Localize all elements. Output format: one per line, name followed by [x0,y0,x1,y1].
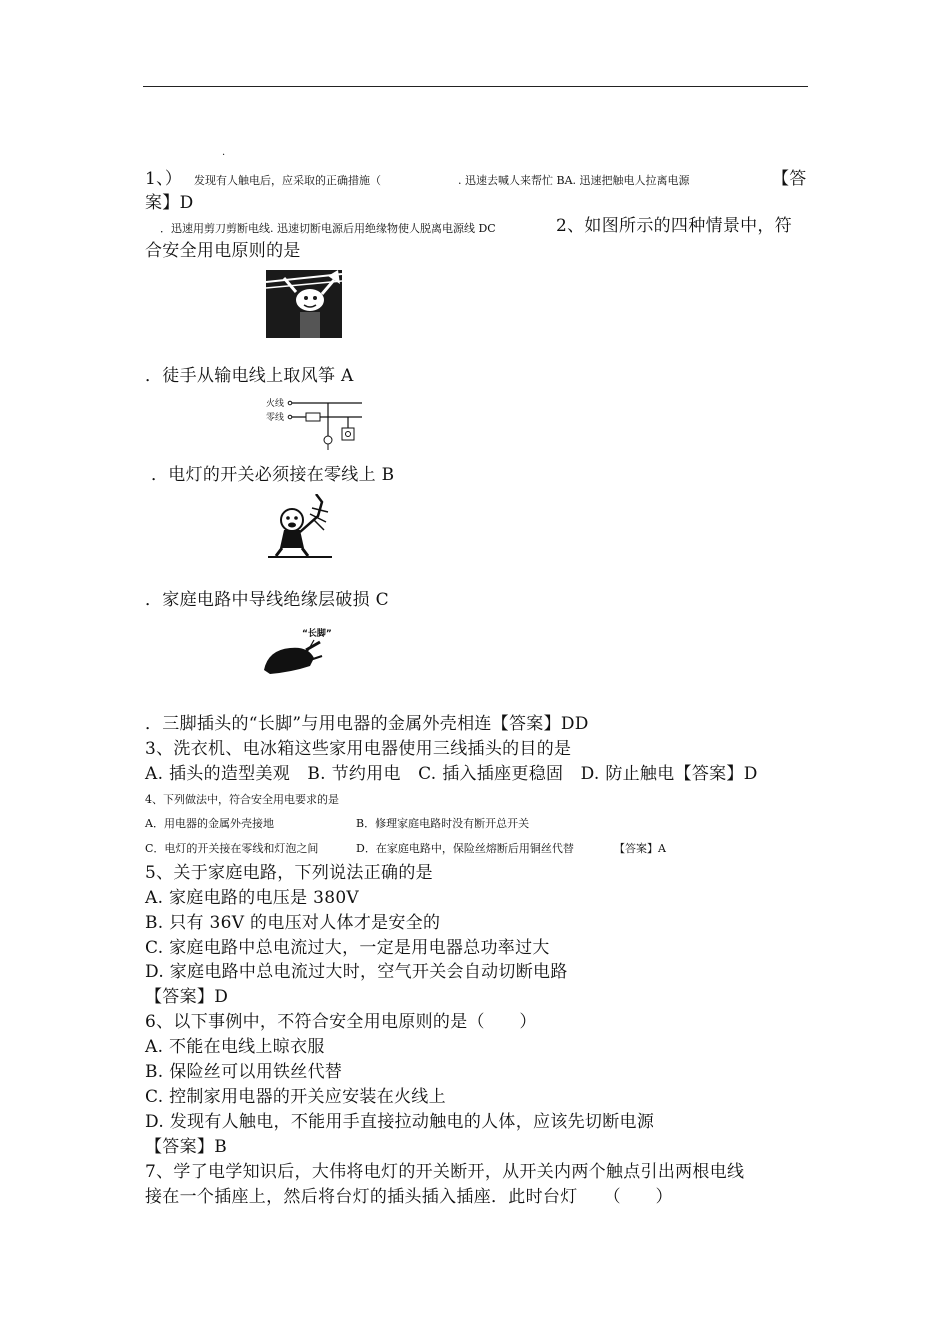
kite-powerline-figure [266,270,342,338]
q2-option-b: ．电灯的开关必须接在零线上 B [151,465,395,485]
three-pin-plug-figure [262,624,342,680]
q3-stem: 3、洗衣机、电冰箱这些家用电器使用三线插头的目的是 [145,739,572,759]
q4-stem: 4、下列做法中，符合安全用电要求的是 [145,793,339,806]
q6-answer: 【答案】B [145,1137,227,1157]
q2-option-c: ．家庭电路中导线绝缘层破损 C [145,590,389,610]
q5-option-a: A. 家庭电路的电压是 380V [145,888,360,908]
q4-option-a: A．用电器的金属外壳接地 [145,817,274,830]
q5-answer: 【答案】D [145,987,229,1007]
q1-stem: 发现有人触电后，应采取的正确措施（ [194,174,381,187]
q4-answer: 【答案】A [614,842,666,855]
header-dot: . [222,147,226,158]
q5-option-c: C. 家庭电路中总电流过大，一定是用电器总功率过大 [145,938,550,958]
q4-option-c: C．电灯的开关接在零线和灯泡之间 [145,842,319,855]
q7-stem-line1: 7、学了电学知识后，大伟将电灯的开关断开，从开关内两个触点引出两根电线 [145,1162,745,1182]
header-rule [143,86,808,87]
q6-stem: 6、以下事例中，不符合安全用电原则的是（ ） [145,1012,537,1032]
live-wire-label: 火线 [266,399,285,409]
q6-option-b: B. 保险丝可以用铁丝代替 [145,1062,343,1082]
q4-option-d: D．在家庭电路中，保险丝熔断后用铜丝代替 [356,842,574,855]
q7-stem-line2: 接在一个插座上，然后将台灯的插头插入插座．此时台灯 （ ） [145,1187,673,1207]
circuit-diagram-figure [266,396,364,452]
q6-option-d: D. 发现有人触电，不能用手直接拉动触电的人体，应该先切断电源 [145,1112,655,1132]
q2-stem-end: 合安全用电原则的是 [145,241,301,261]
neutral-wire-label: 零线 [266,413,285,423]
q1-options-cont: ．迅速用剪刀剪断电线. 迅速切断电源后用绝缘物使人脱离电源线 DC [160,222,496,235]
q4-option-b: B．修理家庭电路时没有断开总开关 [356,817,530,830]
q5-option-d: D. 家庭电路中总电流过大时，空气开关会自动切断电路 [145,962,568,982]
q5-stem: 5、关于家庭电路，下列说法正确的是 [145,863,433,883]
q1-answer: 案】D [145,193,194,213]
q1-answer-start: 【答 [772,169,807,189]
q6-option-c: C. 控制家用电器的开关应安装在火线上 [145,1087,446,1107]
q2-option-a: ．徒手从输电线上取风筝 A [145,366,354,386]
long-pin-label: “长脚” [302,629,332,639]
q3-options: A. 插头的造型美观 B. 节约用电 C. 插入插座更稳固 D. 防止触电【答案】D [145,764,758,784]
q5-option-b: B. 只有 36V 的电压对人体才是安全的 [145,913,441,933]
broken-insulation-figure [266,494,334,560]
q1-number: 1、） [145,169,183,189]
q2-option-d: ．三脚插头的“长脚”与用电器的金属外壳相连【答案】DD [145,714,589,734]
q6-option-a: A. 不能在电线上晾衣服 [145,1037,325,1057]
q1-options: . 迅速去喊人来帮忙 BA. 迅速把触电人拉离电源 [458,174,690,187]
q2-stem-start: 2、如图所示的四种情景中，符 [556,216,793,236]
